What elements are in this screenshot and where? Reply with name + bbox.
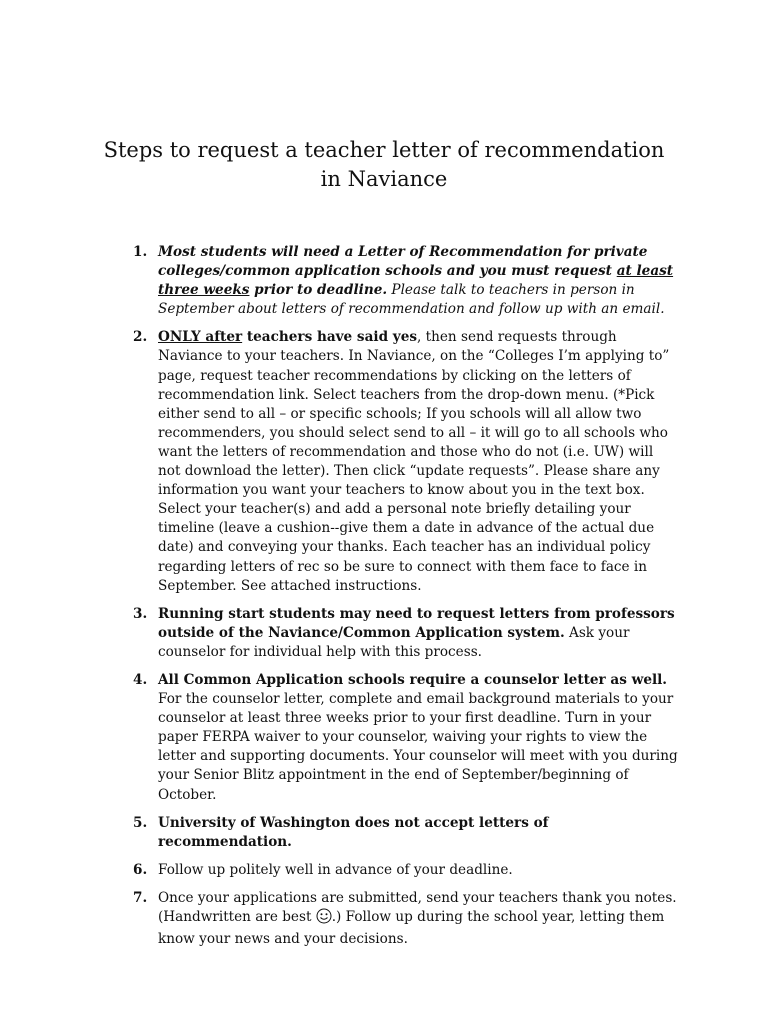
step-number: 7. [133, 889, 148, 906]
step-body-text: Ask your counselor for individual help with this process. [158, 624, 630, 660]
list-item [130, 889, 678, 949]
step-bold-text: University of Washington does not accept letters of recommendation. [158, 814, 549, 850]
steps-list [130, 243, 678, 958]
step-bold-text: All Common Application schools require a counselor letter as well. [158, 671, 668, 688]
step-number: 5. [133, 814, 148, 831]
list-item [130, 243, 678, 319]
step-bold-text: teachers have said yes [242, 329, 418, 346]
list-item [130, 814, 678, 852]
step-italic-text: Please talk to teachers in person in September about letters of recommendation and follow up with an email. [158, 282, 665, 318]
step-number: 2. [133, 329, 148, 346]
step-body-text: Follow up politely well in advance of your deadline. [158, 861, 513, 878]
step-bold-text: prior to deadline. [249, 282, 388, 299]
step-body-text: , then send requests through Naviance to your teachers. In Naviance, on the “Colleges I’m applying to” page, request teacher recommendations by clicking on the letters of recommendation link. Select teachers from the drop-down menu. (*Pick either send to all – or specific schools; If you schools will all allow two recommenders, you should select send to all – it will go to all schools who want the letters of recommendation and those who do not (i.e. UW) will not download the letter). Then click “update requests”. Please share any information you want your teachers to know about you in the text box. Select your teacher(s) and add a personal note briefly detailing your timeline (leave a cushion--give them a date in advance of the actual due date) and conveying your thanks. Each teacher has an individual policy regarding letters of rec so be sure to connect with them face to face in September. See attached instructions. [158, 329, 670, 594]
smiley-face-icon [316, 908, 332, 930]
step-number: 6. [133, 861, 148, 878]
step-emphasis-text: at least three weeks [158, 263, 674, 299]
list-item [130, 328, 678, 595]
step-body-text: Once your applications are submitted, send your teachers thank you notes. (Handwritten are best [158, 889, 677, 925]
list-item [130, 605, 678, 662]
list-item [130, 671, 678, 805]
step-body-text: For the counselor letter, complete and email background materials to your counselor at least three weeks prior to your first deadline. Turn in your paper FERPA waiver to your counselor, waiving your rights to view the letter and supporting documents. Your counselor will meet with you during your Senior Blitz appointment in the end of September/beginning of October. [158, 691, 678, 803]
step-bold-text: Most students will need a Letter of Recommendation for private colleges/common application schools and you must request [158, 244, 648, 280]
step-number: 3. [133, 605, 148, 622]
page-title: Steps to request a teacher letter of recommendation in Naviance [103, 138, 665, 191]
step-body-text: .) Follow up during the school year, letting them know your news and your decisions. [158, 909, 665, 948]
list-item [130, 861, 678, 880]
step-emphasis-text: ONLY after [158, 329, 243, 346]
step-number: 1. [133, 244, 148, 260]
step-bold-text: Running start students may need to request letters from professors outside of the Naviance/Common Application system. [158, 605, 675, 641]
step-number: 4. [133, 671, 148, 688]
